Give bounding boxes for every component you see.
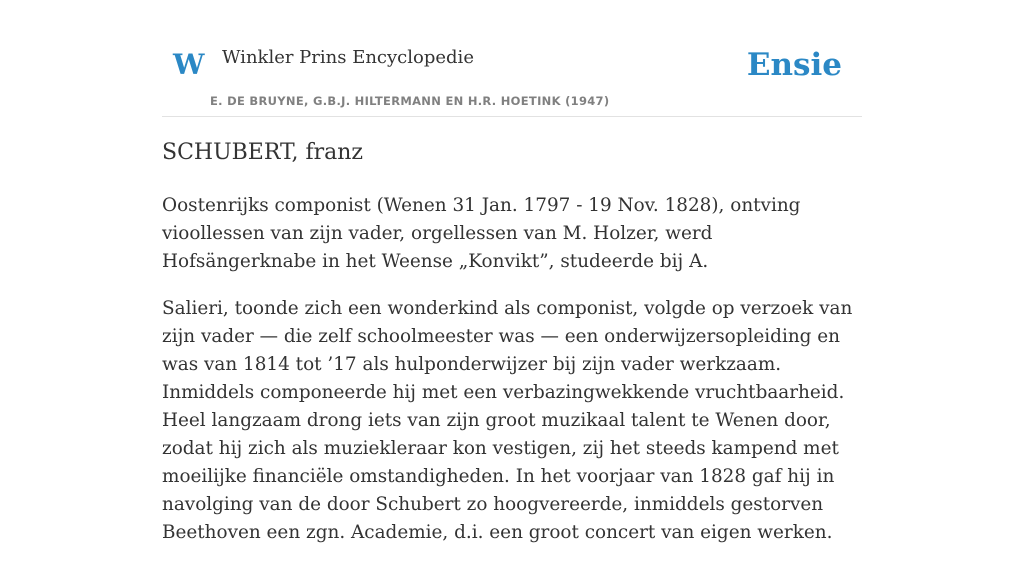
article-title: SCHUBERT, franz	[162, 140, 363, 165]
source-logo-icon: W	[173, 48, 205, 81]
article-paragraph: Salieri, toonde zich een wonderkind als componist, volgde op verzoek van zijn vader — die zelf schoolmeester was — een onderwijzersopleiding en was van 1814 tot ’17 als hulponderwijzer bij zijn vader werkzaam. Inmiddels componeerde hij met een verbazingwekkende vruchtbaarheid. Heel langzaam drong iets van zijn groot muzikaal talent te Wenen door, zodat hij zich als muziekleraar kon vestigen, zij het steeds kampend met moeilijke financiële omstandigheden. In het voorjaar van 1828 gaf hij in navolging van de door Schubert zo hoogvereerde, inmiddels gestorven Beethoven een zgn. Academie, d.i. een groot concert van eigen werken.	[162, 298, 853, 543]
article-paragraph: Oostenrijks componist (Wenen 31 Jan. 1797 - 19 Nov. 1828), ontving vioollessen van zijn vader, orgellessen van M. Holzer, werd Hofsängerknabe in het Weense „Konvikt”, studeerde bij A.	[162, 195, 801, 272]
article-body	[162, 192, 862, 566]
source-title[interactable]: Winkler Prins Encyclopedie	[222, 47, 474, 68]
brand-logo[interactable]: Ensie	[746, 47, 842, 83]
source-authors: E. DE BRUYNE, G.B.J. HILTERMANN EN H.R. HOETINK (1947)	[210, 94, 610, 108]
source-header	[162, 38, 862, 117]
